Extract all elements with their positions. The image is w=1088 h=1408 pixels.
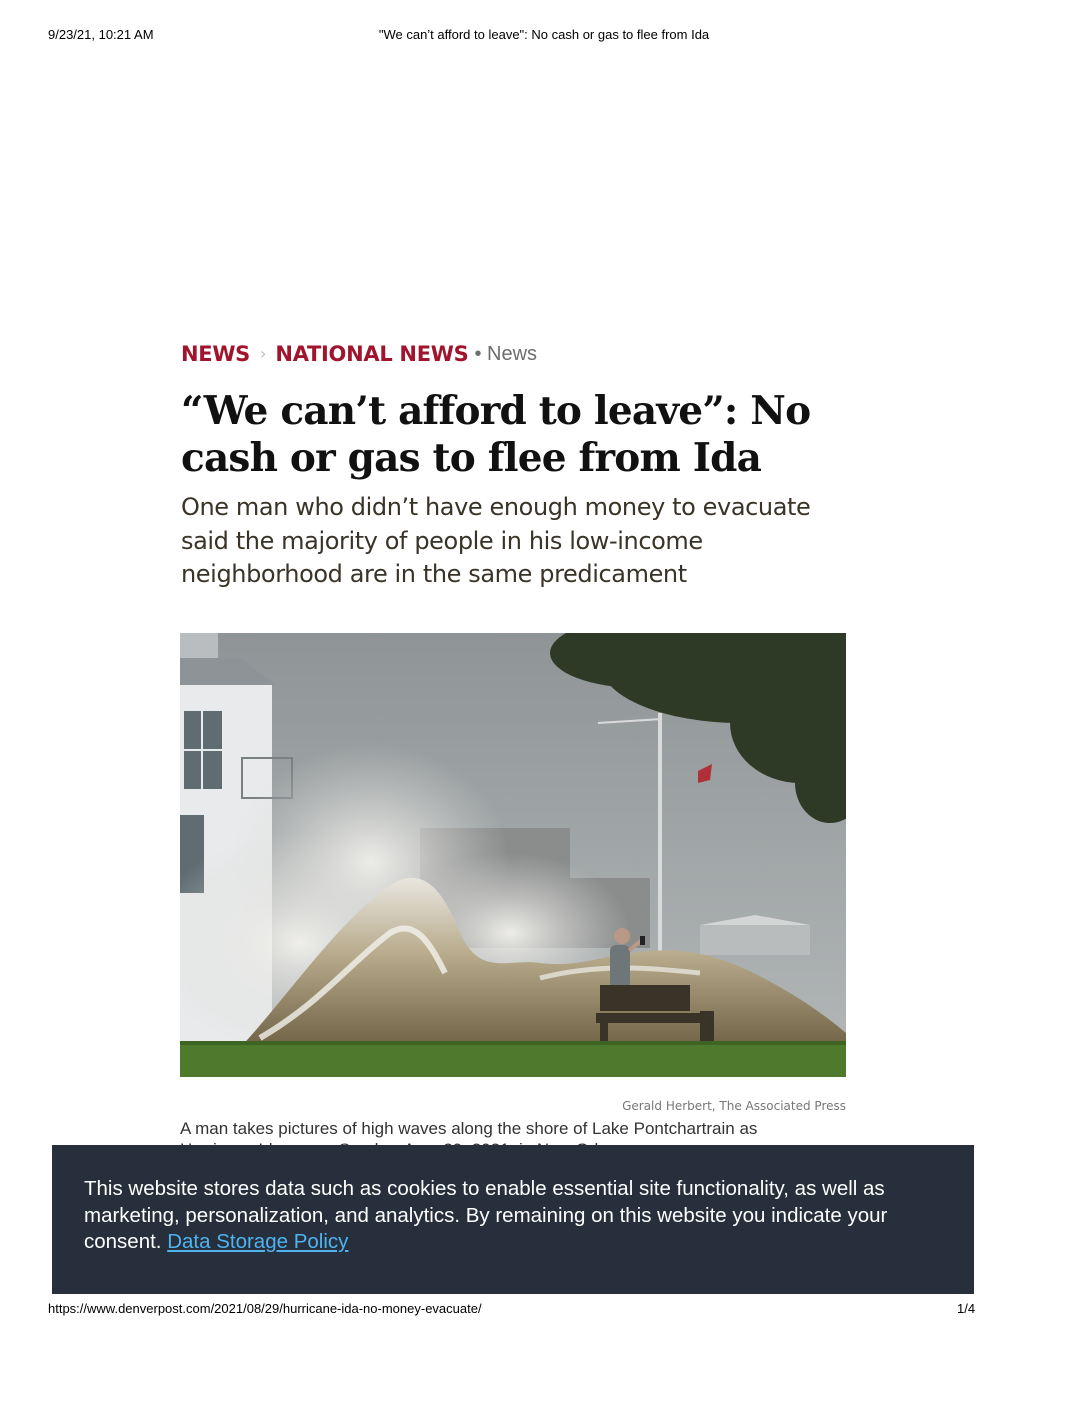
print-page-number: 1/4 (957, 1301, 976, 1316)
breadcrumb-news-link[interactable]: NEWS (181, 342, 251, 366)
print-doc-title: "We can’t afford to leave": No cash or gas to flee from Ida (378, 27, 710, 42)
article-photo (180, 633, 846, 1077)
print-url: https://www.denverpost.com/2021/08/29/hurricane-ida-no-money-evacuate/ (48, 1301, 482, 1316)
cookie-banner-message: This website stores data such as cookies to enable essential site functionality, as well as marketing, personalization, and analytics. By remaining on this website you indicate your consent. (84, 1177, 888, 1253)
mast (658, 713, 662, 953)
photo-credit: Gerald Herbert, The Associated Press (622, 1099, 846, 1113)
breadcrumb (181, 341, 537, 367)
article-subheadline: One man who didn’t have enough money to evacuate said the majority of people in his low-income neighborhood are in the same predicament (181, 493, 811, 588)
cookie-consent-banner (52, 1145, 974, 1294)
chevron-right-icon: › (260, 344, 267, 363)
breadcrumb-tag: • News (474, 343, 538, 365)
print-datetime: 9/23/21, 10:21 AM (48, 27, 154, 42)
breadcrumb-national-news-link[interactable]: NATIONAL NEWS (275, 342, 469, 366)
article-headline: “We can’t afford to leave”: No cash or gas to flee from Ida (181, 388, 811, 481)
data-storage-policy-link[interactable]: Data Storage Policy (167, 1230, 349, 1253)
photo-caption: A man takes pictures of high waves along the shore of Lake Pontchartrain as (180, 1119, 758, 1138)
grass (180, 1041, 846, 1077)
cookie-banner-text (84, 1176, 944, 1256)
